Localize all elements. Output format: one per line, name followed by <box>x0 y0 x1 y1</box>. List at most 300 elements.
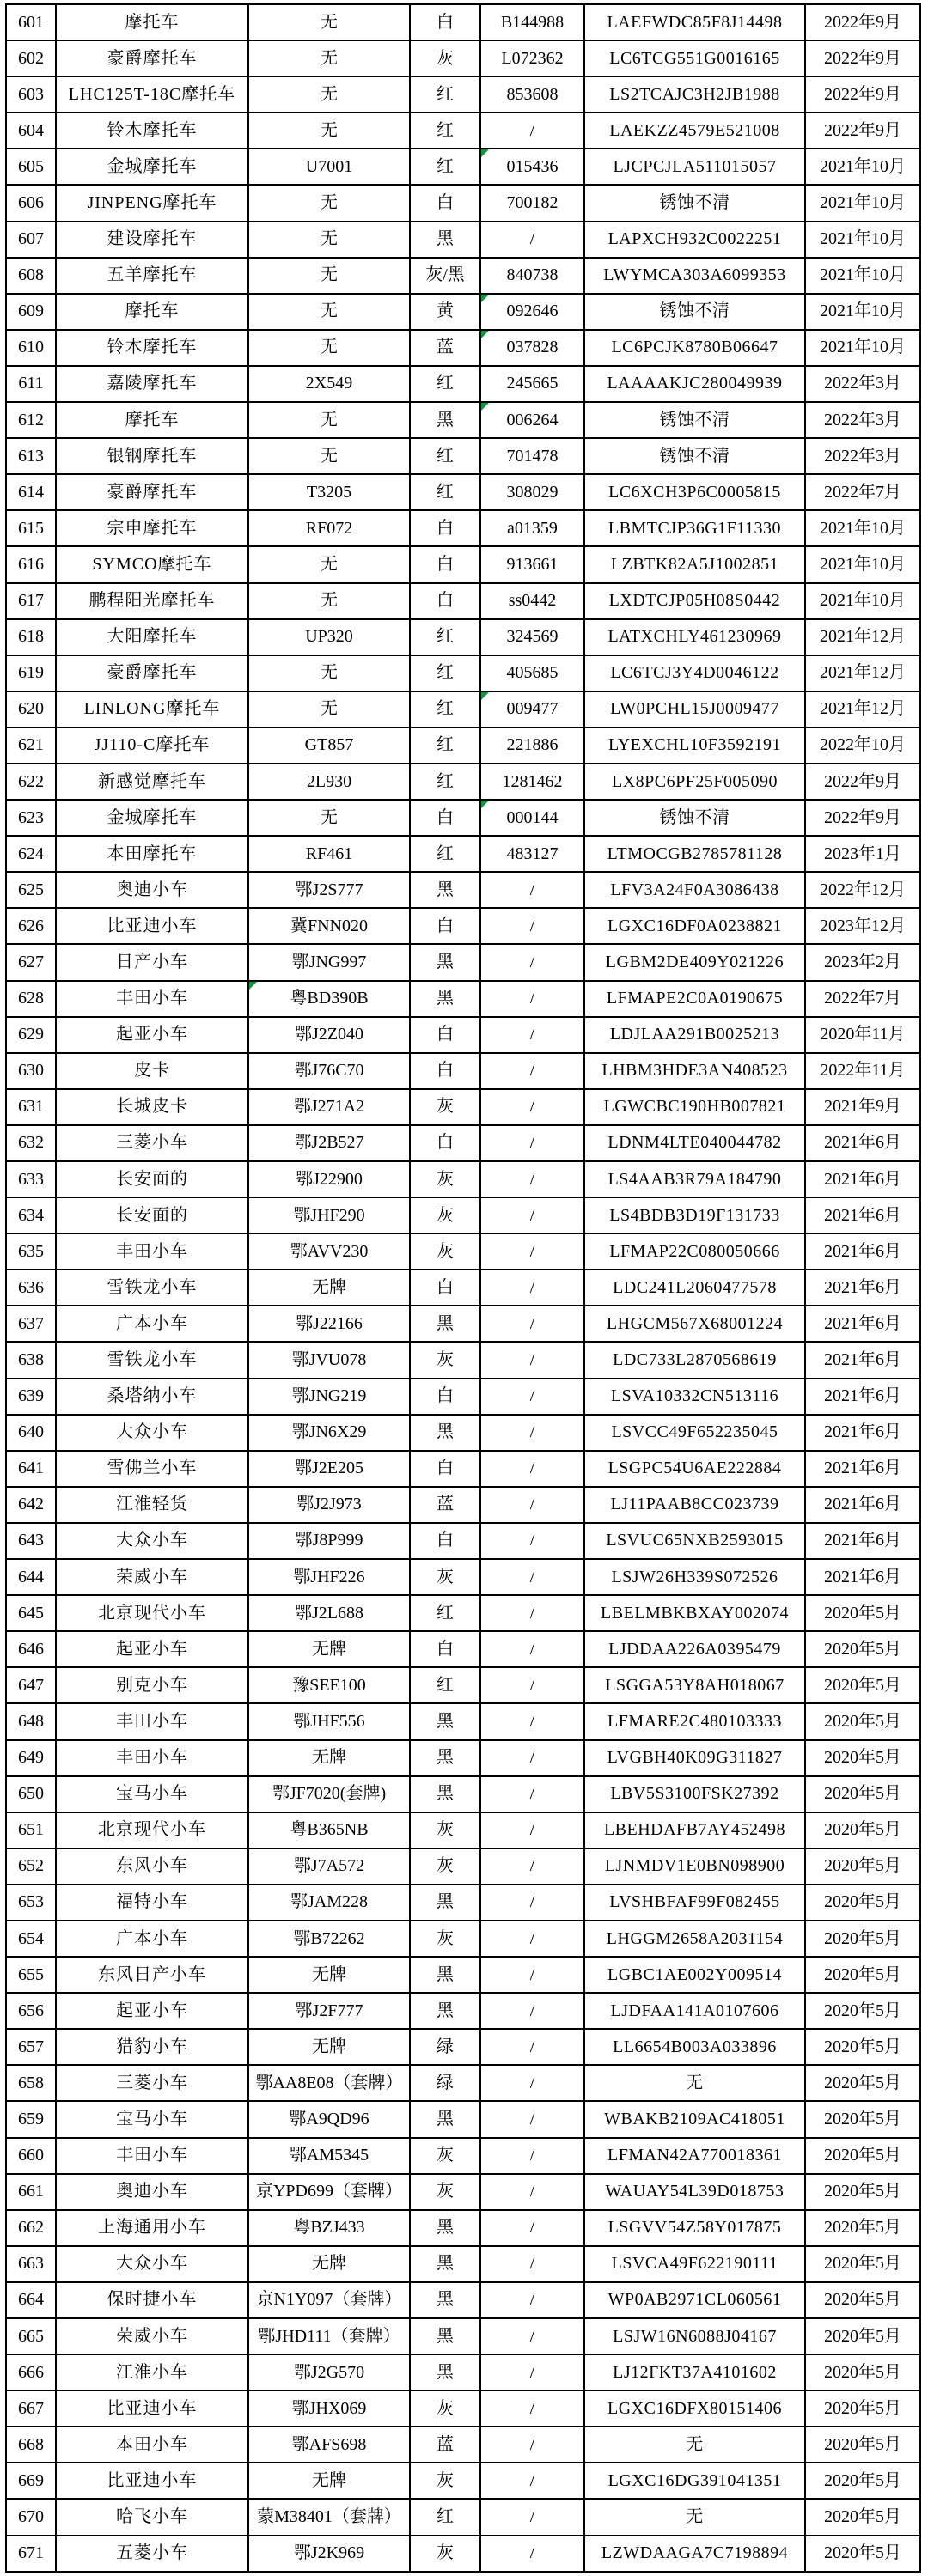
table-row <box>6 1523 920 1559</box>
cell-registration-date: 2021年6月 <box>805 1197 920 1233</box>
cell-index: 646 <box>6 1631 56 1667</box>
cell-vehicle-type: 丰田小车 <box>56 1740 248 1776</box>
cell-plate-number: 鄂JF7020(套牌) <box>248 1776 410 1812</box>
cell-engine-number: 015436 <box>480 149 584 185</box>
cell-vehicle-type: 金城摩托车 <box>56 149 248 185</box>
table-row <box>6 583 920 619</box>
cell-index: 644 <box>6 1559 56 1595</box>
cell-vehicle-type: 北京现代小车 <box>56 1812 248 1848</box>
cell-registration-date: 2021年12月 <box>805 691 920 728</box>
cell-engine-number: / <box>480 1993 584 2029</box>
cell-index: 606 <box>6 185 56 221</box>
cell-plate-number: 鄂J76C70 <box>248 1053 410 1089</box>
cell-color: 白 <box>410 800 480 836</box>
cell-color: 灰 <box>410 2536 480 2572</box>
cell-index: 608 <box>6 258 56 294</box>
cell-color: 红 <box>410 366 480 402</box>
cell-vehicle-type: 起亚小车 <box>56 1631 248 1667</box>
cell-registration-date: 2022年3月 <box>805 366 920 402</box>
cell-engine-number: / <box>480 1595 584 1631</box>
table-row <box>6 546 920 582</box>
cell-registration-date: 2022年9月 <box>805 4 920 40</box>
cell-vin: LFMAN42A770018361 <box>584 2138 805 2174</box>
cell-registration-date: 2020年5月 <box>805 2246 920 2282</box>
vehicle-table <box>5 3 921 2573</box>
table-row <box>6 908 920 944</box>
cell-engine-number: / <box>480 2246 584 2282</box>
cell-registration-date: 2023年2月 <box>805 944 920 980</box>
cell-vin: LWYMCA303A6099353 <box>584 258 805 294</box>
cell-vehicle-type: 猎豹小车 <box>56 2029 248 2065</box>
table-row <box>6 1125 920 1161</box>
green-triangle-icon <box>481 692 489 700</box>
cell-plate-number: 鄂J22166 <box>248 1306 410 1342</box>
cell-vin: LSVA10332CN513116 <box>584 1379 805 1415</box>
cell-plate-number: 无 <box>248 40 410 76</box>
table-row <box>6 474 920 510</box>
cell-plate-number: U7001 <box>248 149 410 185</box>
cell-vin: LYEXCHL10F3592191 <box>584 728 805 764</box>
cell-index: 624 <box>6 836 56 872</box>
cell-vehicle-type: 大众小车 <box>56 2246 248 2282</box>
table-row <box>6 222 920 258</box>
cell-registration-date: 2020年11月 <box>805 1017 920 1053</box>
cell-vehicle-type: 起亚小车 <box>56 1993 248 2029</box>
cell-plate-number: 无牌 <box>248 1957 410 1993</box>
cell-color: 灰 <box>410 1559 480 1595</box>
cell-plate-number: 鄂JVU078 <box>248 1342 410 1378</box>
cell-vin: LVGBH40K09G311827 <box>584 1740 805 1776</box>
cell-plate-number: 鄂JHF290 <box>248 1197 410 1233</box>
cell-vin: LTMOCGB2785781128 <box>584 836 805 872</box>
cell-color: 黑 <box>410 1993 480 2029</box>
cell-vin: LFV3A24F0A3086438 <box>584 872 805 908</box>
table-row <box>6 1667 920 1703</box>
cell-index: 656 <box>6 1993 56 2029</box>
cell-vehicle-type: 宝马小车 <box>56 1776 248 1812</box>
table-row <box>6 1053 920 1089</box>
cell-vehicle-type: 起亚小车 <box>56 1017 248 1053</box>
cell-color: 黄 <box>410 294 480 330</box>
cell-engine-number: L072362 <box>480 40 584 76</box>
cell-registration-date: 2020年5月 <box>805 1812 920 1848</box>
cell-index: 615 <box>6 510 56 546</box>
cell-index: 669 <box>6 2463 56 2499</box>
cell-vehicle-type: 广本小车 <box>56 1921 248 1957</box>
cell-vin: LX8PC6PF25F005090 <box>584 764 805 800</box>
cell-vehicle-type: 三菱小车 <box>56 2065 248 2101</box>
cell-engine-number: 405685 <box>480 655 584 691</box>
cell-engine-number: 006264 <box>480 402 584 438</box>
cell-vehicle-type: 新感觉摩托车 <box>56 764 248 800</box>
cell-engine-number: / <box>480 113 584 149</box>
cell-engine-number: / <box>480 1306 584 1342</box>
cell-vehicle-type: LHC125T-18C摩托车 <box>56 76 248 113</box>
cell-engine-number: / <box>480 2390 584 2427</box>
table-row <box>6 113 920 149</box>
cell-color: 绿 <box>410 2029 480 2065</box>
cell-index: 629 <box>6 1017 56 1053</box>
cell-index: 655 <box>6 1957 56 1993</box>
cell-registration-date: 2021年6月 <box>805 1379 920 1415</box>
cell-color: 蓝 <box>410 1487 480 1523</box>
cell-index: 621 <box>6 728 56 764</box>
cell-registration-date: 2021年10月 <box>805 294 920 330</box>
cell-plate-number: 鄂AM5345 <box>248 2138 410 2174</box>
cell-vin: 无 <box>584 2499 805 2535</box>
cell-vehicle-type: 比亚迪小车 <box>56 908 248 944</box>
cell-plate-number: 鄂J7A572 <box>248 1848 410 1885</box>
cell-vin: 锈蚀不清 <box>584 185 805 221</box>
cell-plate-number: GT857 <box>248 728 410 764</box>
cell-color: 黑 <box>410 2318 480 2354</box>
cell-engine-number: / <box>480 1415 584 1451</box>
cell-vin: LDC241L2060477578 <box>584 1270 805 1306</box>
cell-registration-date: 2020年5月 <box>805 2536 920 2572</box>
cell-color: 白 <box>410 1125 480 1161</box>
cell-color: 红 <box>410 438 480 474</box>
cell-color: 黑 <box>410 2101 480 2137</box>
cell-color: 白 <box>410 583 480 619</box>
table-row <box>6 944 920 980</box>
table-row <box>6 619 920 655</box>
cell-vin: LAEKZZ4579E521008 <box>584 113 805 149</box>
cell-color: 白 <box>410 185 480 221</box>
cell-engine-number: / <box>480 1487 584 1523</box>
table-row <box>6 1703 920 1739</box>
cell-engine-number: / <box>480 2536 584 2572</box>
cell-registration-date: 2020年5月 <box>805 1848 920 1885</box>
cell-registration-date: 2021年6月 <box>805 1559 920 1595</box>
cell-registration-date: 2023年12月 <box>805 908 920 944</box>
cell-index: 635 <box>6 1233 56 1270</box>
table-row <box>6 764 920 800</box>
cell-registration-date: 2020年5月 <box>805 1885 920 1921</box>
cell-plate-number: 鄂JNG997 <box>248 944 410 980</box>
cell-color: 黑 <box>410 872 480 908</box>
cell-color: 黑 <box>410 1306 480 1342</box>
cell-plate-number: 鄂J2S777 <box>248 872 410 908</box>
table-row <box>6 1379 920 1415</box>
cell-registration-date: 2020年5月 <box>805 2029 920 2065</box>
table-row <box>6 40 920 76</box>
table-row <box>6 294 920 330</box>
cell-registration-date: 2020年5月 <box>805 2138 920 2174</box>
cell-vehicle-type: JJ110-C摩托车 <box>56 728 248 764</box>
cell-color: 黑 <box>410 2354 480 2390</box>
cell-color: 白 <box>410 908 480 944</box>
cell-color: 白 <box>410 546 480 582</box>
cell-index: 658 <box>6 2065 56 2101</box>
cell-vehicle-type: 别克小车 <box>56 1667 248 1703</box>
cell-plate-number: 无 <box>248 583 410 619</box>
cell-color: 黑 <box>410 2210 480 2246</box>
cell-plate-number: 无 <box>248 402 410 438</box>
cell-plate-number: 鄂J2L688 <box>248 1595 410 1631</box>
table-row <box>6 2390 920 2427</box>
table-row <box>6 1270 920 1306</box>
table-row <box>6 1017 920 1053</box>
table-row <box>6 2499 920 2535</box>
cell-engine-number: / <box>480 2210 584 2246</box>
cell-vehicle-type: 大众小车 <box>56 1415 248 1451</box>
cell-vin: 锈蚀不清 <box>584 294 805 330</box>
cell-color: 黑 <box>410 2246 480 2282</box>
cell-plate-number: 无牌 <box>248 2246 410 2282</box>
cell-color: 红 <box>410 113 480 149</box>
cell-registration-date: 2022年9月 <box>805 800 920 836</box>
cell-registration-date: 2022年9月 <box>805 113 920 149</box>
cell-vehicle-type: 铃木摩托车 <box>56 113 248 149</box>
table-row <box>6 2029 920 2065</box>
cell-plate-number: 无牌 <box>248 2029 410 2065</box>
cell-vin: LFMAPE2C0A0190675 <box>584 981 805 1017</box>
cell-registration-date: 2021年6月 <box>805 1270 920 1306</box>
table-row <box>6 1921 920 1957</box>
green-triangle-icon <box>481 403 489 411</box>
cell-vehicle-type: 本田小车 <box>56 2427 248 2463</box>
cell-vin: LC6TCJ3Y4D0046122 <box>584 655 805 691</box>
cell-index: 603 <box>6 76 56 113</box>
cell-plate-number: 无 <box>248 76 410 113</box>
cell-color: 红 <box>410 691 480 728</box>
cell-plate-number: 无 <box>248 222 410 258</box>
table-row <box>6 1631 920 1667</box>
cell-color: 灰 <box>410 1848 480 1885</box>
cell-color: 黑 <box>410 981 480 1017</box>
cell-vehicle-type: 雪佛兰小车 <box>56 1451 248 1487</box>
cell-index: 632 <box>6 1125 56 1161</box>
cell-registration-date: 2020年5月 <box>805 1993 920 2029</box>
cell-vehicle-type: 荣威小车 <box>56 2318 248 2354</box>
cell-engine-number: / <box>480 1740 584 1776</box>
cell-vin: LGXC16DG391041351 <box>584 2463 805 2499</box>
table-row <box>6 728 920 764</box>
table-row <box>6 1415 920 1451</box>
cell-plate-number: 无 <box>248 655 410 691</box>
cell-index: 604 <box>6 113 56 149</box>
cell-plate-number: 鄂JHX069 <box>248 2390 410 2427</box>
cell-engine-number: / <box>480 1812 584 1848</box>
table-row <box>6 2318 920 2354</box>
cell-plate-number: 无牌 <box>248 1631 410 1667</box>
cell-color: 灰 <box>410 1089 480 1125</box>
cell-vin: 无 <box>584 2065 805 2101</box>
cell-index: 650 <box>6 1776 56 1812</box>
cell-engine-number: / <box>480 2354 584 2390</box>
cell-engine-number: / <box>480 1017 584 1053</box>
cell-index: 670 <box>6 2499 56 2535</box>
cell-color: 红 <box>410 149 480 185</box>
cell-plate-number: 鄂J2Z040 <box>248 1017 410 1053</box>
table-row <box>6 1089 920 1125</box>
table-row <box>6 1957 920 1993</box>
cell-engine-number: / <box>480 1342 584 1378</box>
cell-engine-number: / <box>480 1703 584 1739</box>
cell-index: 617 <box>6 583 56 619</box>
cell-index: 622 <box>6 764 56 800</box>
cell-color: 白 <box>410 4 480 40</box>
cell-plate-number: 无 <box>248 4 410 40</box>
cell-index: 602 <box>6 40 56 76</box>
table-row <box>6 2138 920 2174</box>
cell-vehicle-type: 丰田小车 <box>56 1703 248 1739</box>
cell-plate-number: 鄂J2J973 <box>248 1487 410 1523</box>
cell-plate-number: 无 <box>248 294 410 330</box>
cell-color: 红 <box>410 728 480 764</box>
cell-vin: LXDTCJP05H08S0442 <box>584 583 805 619</box>
cell-registration-date: 2021年6月 <box>805 1233 920 1270</box>
cell-index: 664 <box>6 2282 56 2318</box>
cell-engine-number: / <box>480 2029 584 2065</box>
cell-index: 666 <box>6 2354 56 2390</box>
green-triangle-icon <box>481 331 489 338</box>
cell-color: 蓝 <box>410 2427 480 2463</box>
cell-plate-number: 鄂A9QD96 <box>248 2101 410 2137</box>
table-row <box>6 1197 920 1233</box>
cell-vehicle-type: 保时捷小车 <box>56 2282 248 2318</box>
cell-engine-number: / <box>480 2101 584 2137</box>
cell-engine-number: / <box>480 2427 584 2463</box>
cell-plate-number: 无牌 <box>248 2463 410 2499</box>
cell-vehicle-type: 比亚迪小车 <box>56 2390 248 2427</box>
cell-index: 641 <box>6 1451 56 1487</box>
cell-registration-date: 2020年5月 <box>805 2463 920 2499</box>
cell-registration-date: 2021年6月 <box>805 1451 920 1487</box>
cell-color: 红 <box>410 1667 480 1703</box>
cell-engine-number: 092646 <box>480 294 584 330</box>
cell-color: 白 <box>410 1270 480 1306</box>
cell-engine-number: ss0442 <box>480 583 584 619</box>
cell-plate-number: 鄂B72262 <box>248 1921 410 1957</box>
cell-registration-date: 2020年5月 <box>805 2499 920 2535</box>
cell-registration-date: 2021年6月 <box>805 1342 920 1378</box>
cell-color: 灰 <box>410 2174 480 2210</box>
green-triangle-icon <box>481 801 489 808</box>
cell-index: 652 <box>6 1848 56 1885</box>
cell-color: 白 <box>410 1451 480 1487</box>
cell-index: 626 <box>6 908 56 944</box>
cell-index: 671 <box>6 2536 56 2572</box>
cell-engine-number: / <box>480 1523 584 1559</box>
cell-index: 605 <box>6 149 56 185</box>
cell-color: 白 <box>410 1631 480 1667</box>
cell-plate-number: 无 <box>248 258 410 294</box>
cell-index: 610 <box>6 330 56 366</box>
cell-engine-number: / <box>480 1053 584 1089</box>
table-row <box>6 510 920 546</box>
cell-index: 660 <box>6 2138 56 2174</box>
cell-index: 637 <box>6 1306 56 1342</box>
cell-vin: LBMTCJP36G1F11330 <box>584 510 805 546</box>
cell-index: 639 <box>6 1379 56 1415</box>
cell-vehicle-type: 丰田小车 <box>56 981 248 1017</box>
cell-registration-date: 2020年5月 <box>805 2101 920 2137</box>
cell-engine-number: / <box>480 944 584 980</box>
cell-vehicle-type: 鹏程阳光摩托车 <box>56 583 248 619</box>
cell-vin: WBAKB2109AC418051 <box>584 2101 805 2137</box>
cell-plate-number: 粤BZJ433 <box>248 2210 410 2246</box>
cell-vin: 锈蚀不清 <box>584 438 805 474</box>
cell-registration-date: 2020年5月 <box>805 2318 920 2354</box>
cell-registration-date: 2021年12月 <box>805 655 920 691</box>
cell-color: 白 <box>410 1053 480 1089</box>
cell-color: 灰 <box>410 2463 480 2499</box>
cell-plate-number: 冀FNN020 <box>248 908 410 944</box>
table-row <box>6 1161 920 1197</box>
cell-index: 653 <box>6 1885 56 1921</box>
cell-vin: LAPXCH932C0022251 <box>584 222 805 258</box>
cell-engine-number: 245665 <box>480 366 584 402</box>
cell-index: 612 <box>6 402 56 438</box>
table-row <box>6 1776 920 1812</box>
cell-engine-number: 913661 <box>480 546 584 582</box>
cell-color: 蓝 <box>410 330 480 366</box>
cell-engine-number: / <box>480 1848 584 1885</box>
cell-vin: LHGCM567X68001224 <box>584 1306 805 1342</box>
table-row <box>6 438 920 474</box>
cell-index: 651 <box>6 1812 56 1848</box>
cell-engine-number: / <box>480 1559 584 1595</box>
cell-vin: LS2TCAJC3H2JB1988 <box>584 76 805 113</box>
cell-registration-date: 2021年6月 <box>805 1161 920 1197</box>
cell-vin: LSVCC49F652235045 <box>584 1415 805 1451</box>
cell-vin: LC6PCJK8780B06647 <box>584 330 805 366</box>
cell-registration-date: 2022年3月 <box>805 402 920 438</box>
cell-registration-date: 2021年10月 <box>805 222 920 258</box>
table-row <box>6 2427 920 2463</box>
cell-vehicle-type: 宗申摩托车 <box>56 510 248 546</box>
cell-vin: LSVUC65NXB2593015 <box>584 1523 805 1559</box>
cell-engine-number: / <box>480 2463 584 2499</box>
cell-engine-number: 221886 <box>480 728 584 764</box>
cell-vehicle-type: 荣威小车 <box>56 1559 248 1595</box>
table-row <box>6 1487 920 1523</box>
cell-registration-date: 2020年5月 <box>805 2354 920 2390</box>
cell-vin: LZWDAAGA7C7198894 <box>584 2536 805 2572</box>
cell-vin: LJ12FKT37A4101602 <box>584 2354 805 2390</box>
cell-engine-number: / <box>480 981 584 1017</box>
cell-engine-number: / <box>480 222 584 258</box>
cell-vin: LGBC1AE002Y009514 <box>584 1957 805 1993</box>
cell-vehicle-type: 摩托车 <box>56 402 248 438</box>
cell-color: 红 <box>410 474 480 510</box>
cell-vin: 无 <box>584 2427 805 2463</box>
cell-engine-number: / <box>480 1089 584 1125</box>
cell-vin: LATXCHLY461230969 <box>584 619 805 655</box>
table-row <box>6 76 920 113</box>
cell-registration-date: 2021年10月 <box>805 330 920 366</box>
cell-vin: LJDDAA226A0395479 <box>584 1631 805 1667</box>
cell-vehicle-type: 广本小车 <box>56 1306 248 1342</box>
cell-index: 643 <box>6 1523 56 1559</box>
cell-registration-date: 2020年5月 <box>805 1595 920 1631</box>
table-row <box>6 1740 920 1776</box>
cell-index: 611 <box>6 366 56 402</box>
cell-registration-date: 2020年5月 <box>805 2390 920 2427</box>
cell-vehicle-type: 宝马小车 <box>56 2101 248 2137</box>
cell-color: 黑 <box>410 1415 480 1451</box>
cell-plate-number: 鄂JAM228 <box>248 1885 410 1921</box>
cell-vehicle-type: SYMCO摩托车 <box>56 546 248 582</box>
cell-plate-number: 粤B365NB <box>248 1812 410 1848</box>
cell-vin: LJDFAA141A0107606 <box>584 1993 805 2029</box>
cell-index: 623 <box>6 800 56 836</box>
cell-index: 607 <box>6 222 56 258</box>
cell-engine-number: 009477 <box>480 691 584 728</box>
cell-registration-date: 2022年7月 <box>805 474 920 510</box>
cell-plate-number: 鄂JN6X29 <box>248 1415 410 1451</box>
